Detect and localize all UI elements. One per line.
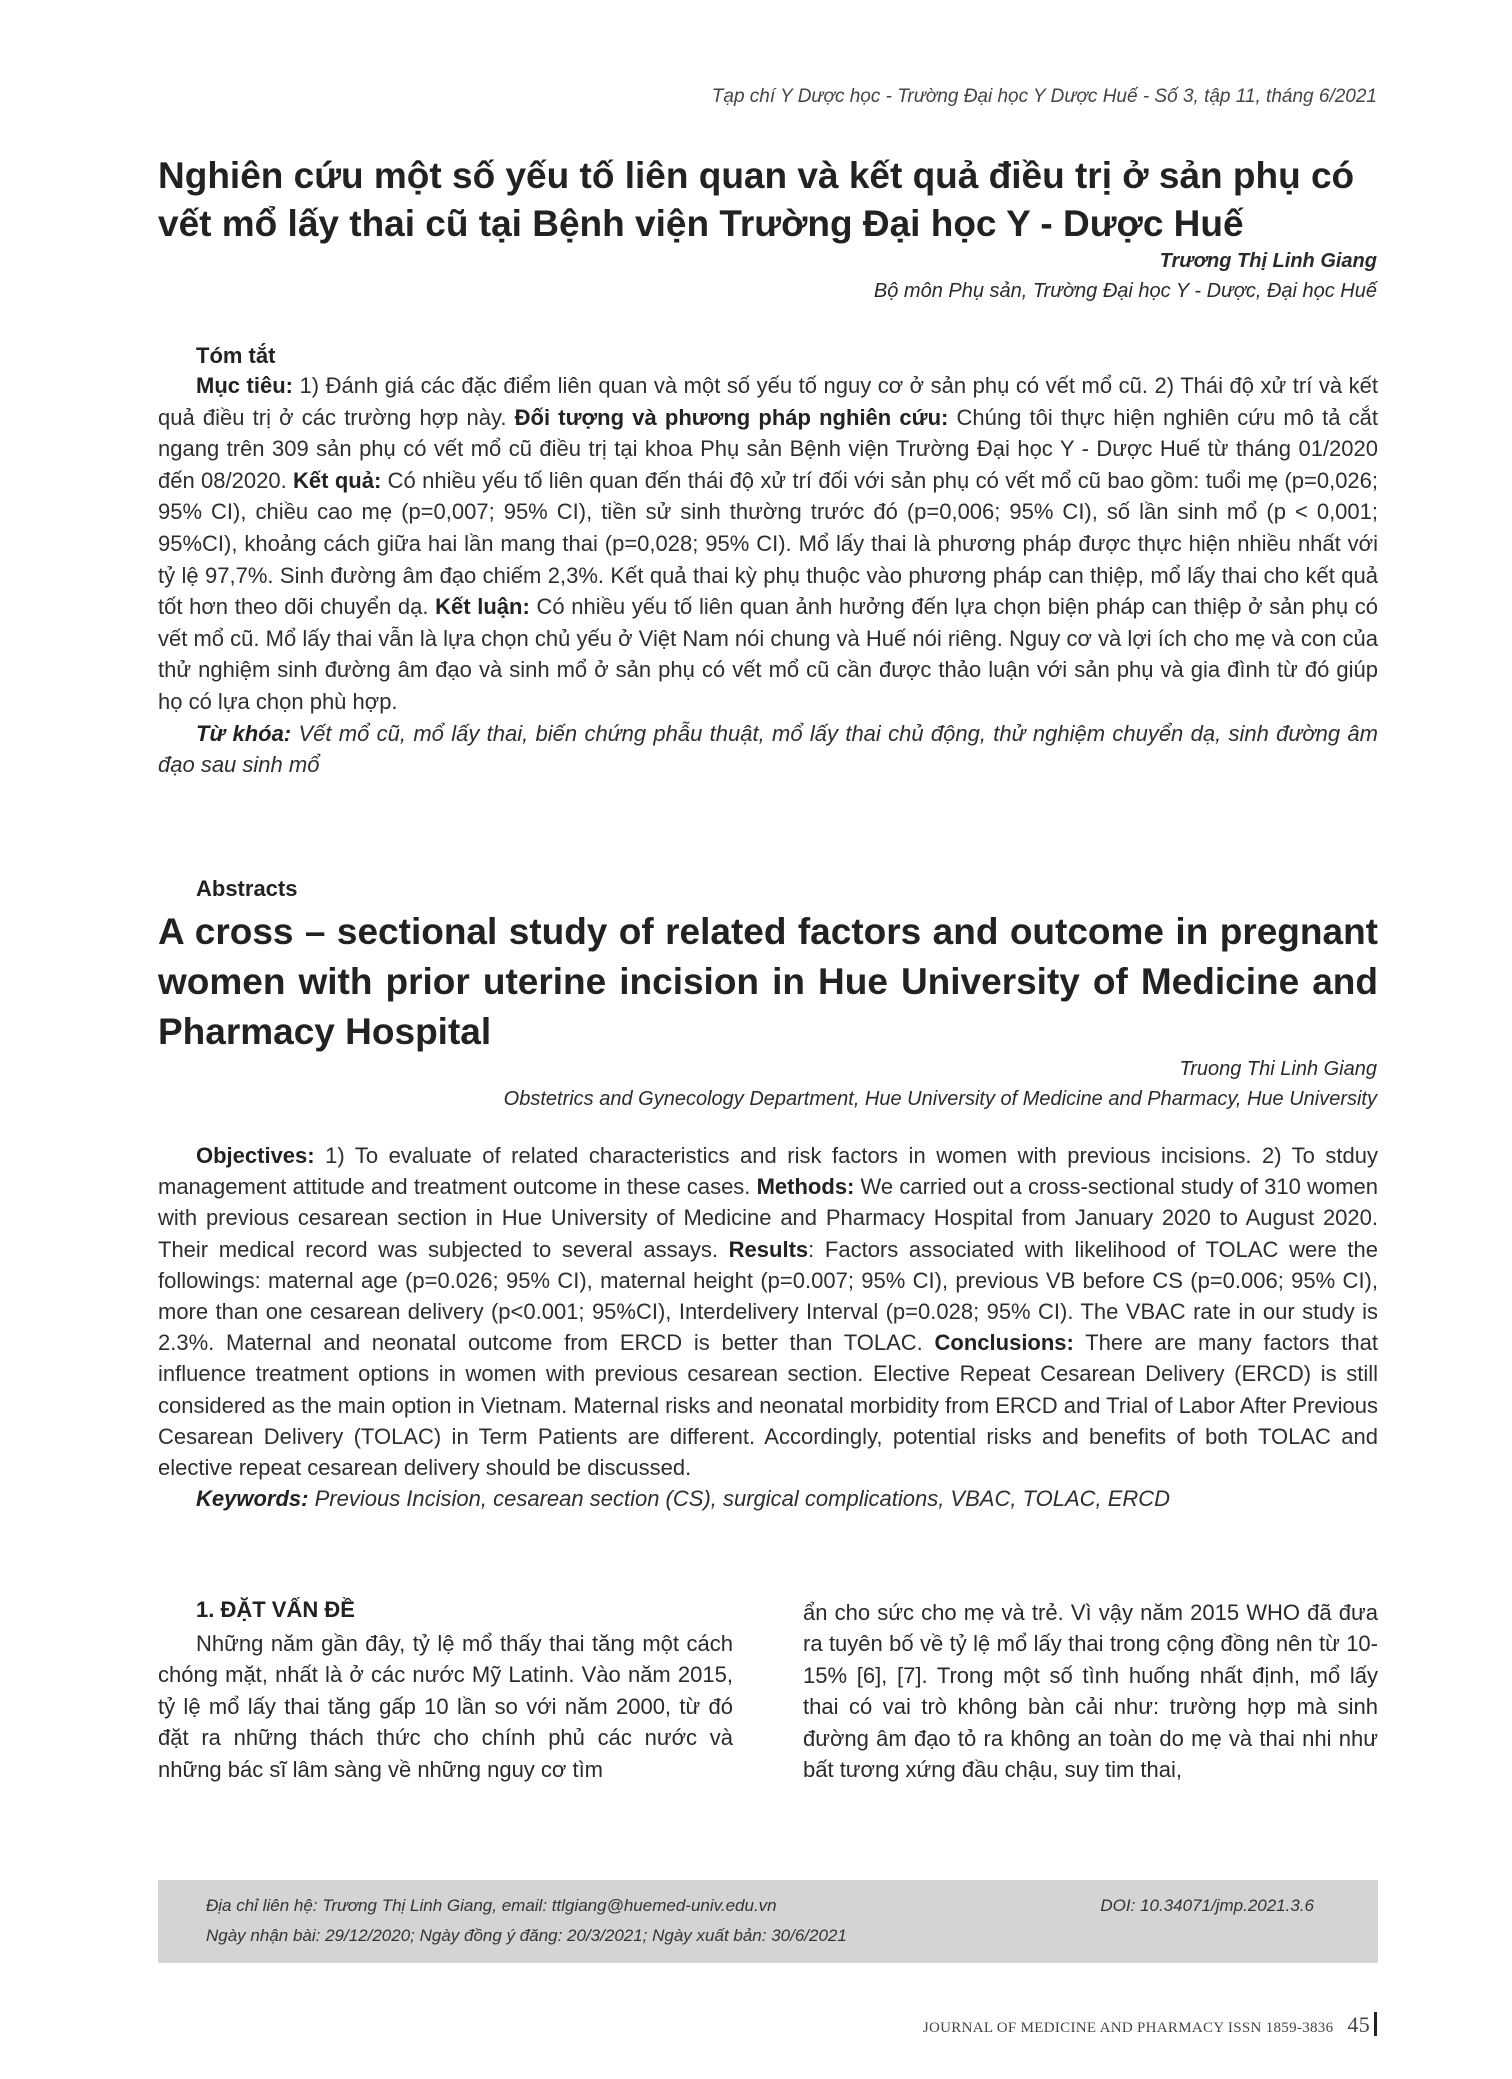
- summary-vi: [158, 370, 1378, 781]
- objective-label: Mục tiêu:: [196, 373, 293, 398]
- conclusion-text: Có nhiều yếu tố liên quan ảnh hưởng đến lựa chọn biện pháp can thiệp ở sản phụ có vết mổ cũ. Mổ lấy thai vẫn là lựa chọn chủ yếu ở Việt Nam nói chung và Huế nói riêng. Nguy cơ và lợi ích cho mẹ và con của thử nghiệm sinh đường âm đạo và sinh mổ ở sản phụ có vết mổ cũ cần được thảo luận với sản phụ và gia đình từ đó giúp họ có lựa chọn phù hợp.: [158, 594, 1378, 714]
- abstracts-heading: Abstracts: [196, 876, 298, 901]
- article-title-en: A cross – sectional study of related factors and outcome in pregnant women with prior uterine incision in Hue University of Medicine and Pharmacy Hospital: [158, 911, 1378, 1052]
- article-title-vi: Nghiên cứu một số yếu tố liên quan và kết quả điều trị ở sản phụ có vết mổ lấy thai cũ tại Bệnh viện Trường Đại học Y - Dược Huế: [158, 155, 1355, 245]
- keywords-label-vi: Từ khóa:: [196, 720, 292, 746]
- affiliation-vi: Bộ môn Phụ sản, Trường Đại học Y - Dược, Đại học Huế: [873, 280, 1377, 302]
- dates-line: Ngày nhận bài: 29/12/2020; Ngày đồng ý đăng: 20/3/2021; Ngày xuất bản: 30/6/2021: [206, 1926, 847, 1945]
- methods-label: Đối tượng và phương pháp nghiên cứu:: [514, 404, 949, 430]
- right-column: [803, 1597, 1378, 1785]
- conclusions-text: There are many factors that influence treatment options in women with previous cesarean section. Elective Repeat Cesarean Delivery (ERCD) is still considered as the main option in Vietnam. Maternal risks and neonatal morbidity from ERCD and Trial of Labor After Previous Cesarean Delivery (TOLAC) in Term Patients are different. Accordingly, potential risks and benefits of both TOLAC and elective repeat cesarean delivery should be discussed.: [158, 1330, 1378, 1481]
- abstract-en: [158, 1140, 1378, 1514]
- page-footer: [923, 2012, 1377, 2038]
- keywords-vi: [158, 718, 1378, 781]
- keywords-en: [158, 1483, 1378, 1514]
- objectives-label: Objectives:: [196, 1143, 315, 1168]
- left-column-text: Những năm gần đây, tỷ lệ mổ thấy thai tăng một cách chóng mặt, nhất là ở các nước Mỹ Latinh. Vào năm 2015, tỷ lệ mổ lấy thai tăng gấp 10 lần so với năm 2000, từ đó đặt ra những thách thức cho chính phủ các nước và những bác sĩ lâm sàng về những nguy cơ tìm: [158, 1631, 733, 1782]
- objective-text: 1) Đánh giá các đặc điểm liên quan và một số yếu tố nguy cơ ở sản phụ có vết mổ cũ. 2) Thái độ xử trí và kết quả điều trị ở các trường hợp này.: [158, 373, 1378, 430]
- right-column-text: ẩn cho sức cho mẹ và trẻ. Vì vậy năm 2015 WHO đã đưa ra tuyên bố về tỷ lệ mổ lấy thai trong cộng đồng nên từ 10-15% [6], [7]. Trong một số tình huống nhất định, mổ lấy thai có vai trò không bàn cải như: trường hợp mà sinh đường âm đạo tỏ ra không an toàn do mẹ và thai nhi như bất tương xứng đầu chậu, suy tim thai,: [803, 1600, 1378, 1783]
- keywords-label-en: Keywords:: [196, 1486, 309, 1512]
- page-bar: [1374, 2012, 1377, 2036]
- contact-box: [158, 1880, 1378, 1963]
- methods-label-en: Methods:: [756, 1174, 855, 1200]
- keywords-text-vi: Vết mổ cũ, mổ lấy thai, biến chứng phẫu thuật, mổ lấy thai chủ động, thử nghiệm chuyển dạ, sinh đường âm đạo sau sinh mổ: [158, 720, 1378, 778]
- author-vi: Trương Thị Linh Giang: [1159, 250, 1377, 272]
- summary-body: [158, 370, 1378, 718]
- summary-heading: Tóm tắt: [196, 343, 276, 368]
- page-number: 45: [1347, 2012, 1370, 2037]
- contact-line: Địa chỉ liên hệ: Trương Thị Linh Giang, email: ttlgiang@huemed-univ.edu.vn: [206, 1896, 777, 1915]
- journal-name: JOURNAL OF MEDICINE AND PHARMACY ISSN 1859-3836: [922, 2020, 1334, 2036]
- author-en: Truong Thi Linh Giang: [1179, 1058, 1377, 1080]
- results-label-en: Results: [728, 1236, 809, 1262]
- left-column: [158, 1628, 733, 1785]
- methods-text: Chúng tôi thực hiện nghiên cứu mô tả cắt ngang trên 309 sản phụ có vết mổ cũ điều trị tại khoa Phụ sản Bệnh viện Trường Đại học Y - Dược Huế từ tháng 01/2020 đến 08/2020.: [158, 404, 1378, 493]
- doi: DOI: 10.34071/jmp.2021.3.6: [1100, 1896, 1314, 1915]
- results-label: Kết quả:: [293, 467, 382, 493]
- conclusion-label: Kết luận:: [435, 594, 530, 620]
- keywords-text-en: Previous Incision, cesarean section (CS), surgical complications, VBAC, TOLAC, ERCD: [308, 1486, 1171, 1512]
- affiliation-en: Obstetrics and Gynecology Department, Hue University of Medicine and Pharmacy, Hue University: [503, 1088, 1377, 1110]
- methods-text-en: We carried out a cross-sectional study of 310 women with previous cesarean section in Hue University of Medicine and Pharmacy Hospital from January 2020 to August 2020. Their medical record was subjected to several assays.: [158, 1174, 1378, 1262]
- abstract-body: [158, 1140, 1378, 1483]
- journal-header: Tạp chí Y Dược học - Trường Đại học Y Dược Huế - Số 3, tập 11, tháng 6/2021: [711, 86, 1377, 107]
- conclusions-label: Conclusions:: [934, 1330, 1074, 1356]
- results-text-en: : Factors associated with likelihood of TOLAC were the followings: maternal age (p=0.026; 95% CI), maternal height (p=0.007; 95% CI), previous VB before CS (p=0.006; 95% CI), more than one cesarean delivery (p<0.001; 95%CI), Interdelivery Interval (p=0.028; 95% CI). The VBAC rate in our study is 2.3%. Maternal and neonatal outcome from ERCD is better than TOLAC.: [158, 1236, 1378, 1356]
- results-text: Có nhiều yếu tố liên quan đến thái độ xử trí đối với sản phụ có vết mổ cũ bao gồm: tuổi mẹ (p=0,026; 95% CI), chiều cao mẹ (p=0,007; 95% CI), tiền sử sinh thường trước đó (p=0,006; 95% CI), số lần sinh mổ (p < 0,001; 95%CI), khoảng cách giữa hai lần mang thai (p=0,028; 95% CI). Mổ lấy thai là phương pháp được thực hiện nhiều nhất với tỷ lệ 97,7%. Sinh đường âm đạo chiếm 2,3%. Kết quả thai kỳ phụ thuộc vào phương pháp can thiệp, mổ lấy thai cho kết quả tốt hơn theo dõi chuyển dạ.: [158, 467, 1379, 620]
- section-heading: 1. ĐẶT VẤN ĐỀ: [196, 1597, 355, 1622]
- objectives-text: 1) To evaluate of related characteristics and risk factors in women with previous incisions. 2) To stduy management attitude and treatment outcome in these cases.: [158, 1143, 1378, 1200]
